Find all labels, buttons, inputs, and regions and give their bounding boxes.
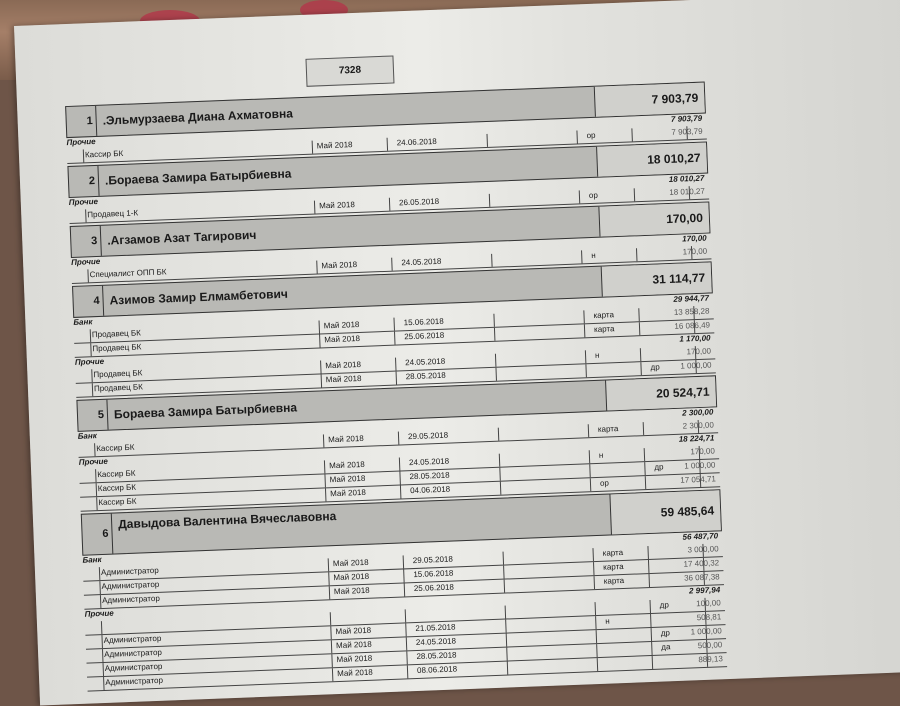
payment-subtype: да bbox=[661, 642, 671, 652]
payment-type: карта bbox=[603, 561, 624, 572]
payment-amount: 36 087,38 bbox=[683, 572, 720, 583]
table-cell-border bbox=[595, 602, 596, 615]
payment-subtype: др bbox=[650, 362, 660, 372]
table-cell-border bbox=[506, 634, 507, 647]
table-cell-border bbox=[320, 360, 321, 373]
table-cell-border bbox=[505, 620, 506, 633]
table-cell-border bbox=[329, 586, 330, 599]
table-cell-border bbox=[321, 374, 322, 387]
payment-month: Май 2018 bbox=[325, 373, 362, 385]
table-cell-border bbox=[585, 350, 586, 363]
payment-type: н bbox=[594, 350, 600, 360]
payment-position: Администратор bbox=[100, 565, 159, 578]
payment-amount: 2 300,00 bbox=[682, 420, 715, 431]
table-cell-border bbox=[504, 580, 505, 593]
payment-month: Май 2018 bbox=[318, 200, 355, 211]
table-cell-border bbox=[597, 658, 598, 671]
employee-total: 7 903,79 bbox=[594, 83, 705, 117]
table-cell-border bbox=[499, 454, 500, 467]
table-cell-border bbox=[503, 552, 504, 565]
table-cell-border bbox=[640, 362, 641, 375]
payment-category-label: Банк bbox=[73, 317, 93, 327]
table-cell-border bbox=[498, 428, 499, 441]
payroll-table bbox=[65, 80, 727, 692]
table-cell-border bbox=[650, 600, 651, 613]
employee-number: 5 bbox=[77, 400, 108, 431]
table-cell-border bbox=[507, 662, 508, 675]
table-cell-border bbox=[585, 364, 586, 377]
payment-date: 21.05.2018 bbox=[415, 622, 456, 634]
table-cell-border bbox=[394, 332, 395, 345]
payment-position: Продавец БК bbox=[92, 342, 142, 354]
table-cell-border bbox=[493, 314, 494, 327]
payment-date: 29.05.2018 bbox=[412, 554, 454, 566]
payment-month: Май 2018 bbox=[324, 333, 361, 345]
table-cell-border bbox=[403, 569, 404, 582]
table-cell-border bbox=[387, 138, 388, 151]
payment-category-label: Банк bbox=[82, 555, 102, 565]
employee-total: 31 114,77 bbox=[601, 262, 712, 296]
table-cell-border bbox=[590, 478, 591, 491]
table-cell-border bbox=[486, 134, 487, 147]
table-cell-border bbox=[649, 574, 650, 587]
payment-category-label: Прочие bbox=[70, 256, 101, 267]
payment-amount: 100,00 bbox=[696, 598, 721, 609]
payment-type: карта bbox=[593, 324, 615, 334]
table-cell-border bbox=[596, 630, 597, 643]
table-cell-border bbox=[596, 644, 597, 657]
payment-type: н bbox=[605, 616, 610, 626]
employee-total: 170,00 bbox=[598, 202, 709, 236]
table-cell-border bbox=[389, 198, 390, 211]
employee-total: 20 524,71 bbox=[605, 376, 716, 410]
payment-amount: 500,00 bbox=[697, 640, 723, 651]
table-cell-border bbox=[101, 621, 102, 634]
table-cell-border bbox=[325, 488, 326, 501]
table-cell-border bbox=[648, 560, 649, 573]
table-cell-border bbox=[651, 642, 652, 655]
payment-amount: 18 010,27 bbox=[669, 186, 706, 197]
payment-type: карта bbox=[593, 310, 615, 320]
table-cell-border bbox=[589, 464, 590, 477]
payment-type: н bbox=[591, 250, 596, 261]
table-cell-border bbox=[589, 450, 590, 463]
table-cell-border bbox=[331, 640, 332, 653]
payment-amount: 13 858,28 bbox=[673, 306, 710, 317]
table-cell-border bbox=[393, 318, 394, 331]
table-cell-border bbox=[579, 190, 580, 203]
payment-amount: 170,00 bbox=[686, 346, 712, 357]
table-cell-border bbox=[499, 468, 500, 481]
employee-name: .Эльмурзаева Диана Ахматовна bbox=[102, 106, 294, 128]
table-cell-border bbox=[319, 320, 320, 333]
payment-position: Администратор bbox=[101, 593, 160, 606]
payment-month: Май 2018 bbox=[327, 433, 364, 445]
table-cell-border bbox=[650, 614, 651, 627]
table-cell-border bbox=[399, 458, 400, 471]
payment-month: Май 2018 bbox=[336, 667, 373, 679]
payment-position: Продавец БК bbox=[93, 368, 143, 380]
table-cell-border bbox=[330, 612, 331, 625]
table-cell-border bbox=[395, 358, 396, 371]
payment-amount: 170,00 bbox=[682, 246, 708, 257]
payment-subtype: др bbox=[659, 600, 669, 610]
payment-date: 25.06.2018 bbox=[404, 330, 445, 342]
table-cell-border bbox=[640, 348, 641, 361]
payment-month: Май 2018 bbox=[316, 140, 353, 151]
payment-category-sum: 18 010,27 bbox=[668, 173, 705, 184]
payment-category-sum: 2 300,00 bbox=[682, 407, 714, 418]
table-cell-border bbox=[324, 460, 325, 473]
payment-position: Продавец 1-К bbox=[87, 208, 139, 220]
table-cell-border bbox=[494, 328, 495, 341]
payment-date: 08.06.2018 bbox=[416, 664, 458, 675]
table-cell-border bbox=[403, 555, 404, 568]
payment-category-sum: 170,00 bbox=[682, 233, 707, 244]
table-cell-border bbox=[588, 424, 589, 437]
employee-number: 3 bbox=[71, 226, 102, 257]
payment-month: Май 2018 bbox=[328, 459, 365, 471]
payment-amount: 889,13 bbox=[698, 654, 723, 665]
payment-position: Администратор bbox=[101, 579, 160, 592]
employee-name: Азимов Замир Елмамбетович bbox=[109, 286, 289, 308]
table-cell-border bbox=[638, 308, 639, 321]
payment-type: ор bbox=[586, 130, 596, 141]
table-cell-border bbox=[644, 462, 645, 475]
table-cell-border bbox=[581, 250, 582, 263]
payment-amount: 7 903,79 bbox=[671, 126, 703, 137]
document-page bbox=[14, 0, 900, 705]
table-cell-border bbox=[491, 254, 492, 267]
payment-position: Продавец БК bbox=[93, 382, 144, 394]
table-cell-border bbox=[406, 651, 407, 664]
table-cell-border bbox=[495, 368, 496, 381]
table-cell-border bbox=[631, 128, 632, 141]
payment-date: 29.05.2018 bbox=[407, 430, 449, 442]
payment-subtype: др bbox=[654, 462, 664, 472]
payment-amount: 17 054,71 bbox=[680, 474, 717, 485]
table-cell-border bbox=[312, 141, 313, 154]
payment-date: 15.06.2018 bbox=[413, 568, 454, 580]
employee-number: 2 bbox=[68, 166, 99, 197]
table-cell-border bbox=[406, 637, 407, 650]
table-cell-border bbox=[636, 248, 637, 261]
employee-name: Давыдова Валентина Вячеславовна bbox=[117, 508, 337, 532]
table-cell-border bbox=[505, 606, 506, 619]
payment-position: Администратор bbox=[104, 647, 163, 659]
table-cell-border bbox=[652, 656, 653, 669]
employee-number: 1 bbox=[66, 106, 97, 137]
payment-category-sum: 1 170,00 bbox=[679, 333, 711, 344]
table-cell-border bbox=[594, 576, 595, 589]
payment-position: Кассир БК bbox=[84, 148, 124, 160]
payment-month: Май 2018 bbox=[329, 473, 366, 485]
table-cell-border bbox=[328, 572, 329, 585]
payment-amount: 508,81 bbox=[696, 612, 722, 623]
payment-category-sum: 7 903,79 bbox=[670, 113, 703, 124]
table-cell-border bbox=[405, 623, 406, 636]
table-cell-border bbox=[396, 372, 397, 385]
table-cell-border bbox=[330, 626, 331, 639]
table-cell-border bbox=[404, 583, 405, 596]
payment-amount: 170,00 bbox=[690, 446, 716, 457]
payment-amount: 1 000,00 bbox=[684, 460, 716, 471]
table-cell-border bbox=[647, 546, 648, 559]
table-cell-border bbox=[328, 558, 329, 571]
table-cell-border bbox=[592, 548, 593, 561]
employee-name: .Агзамов Азат Тагирович bbox=[107, 227, 257, 248]
payment-month: Май 2018 bbox=[332, 557, 369, 569]
table-cell-border bbox=[324, 474, 325, 487]
payment-month: Май 2018 bbox=[325, 359, 362, 371]
employee-name: Бораева Замира Батырбиевна bbox=[113, 400, 298, 422]
document-code: 7328 bbox=[305, 55, 394, 86]
table-cell-border bbox=[323, 434, 324, 447]
table-cell-border bbox=[506, 648, 507, 661]
payment-month: Май 2018 bbox=[333, 571, 370, 583]
table-cell-border bbox=[391, 258, 392, 271]
payment-position: Администратор bbox=[103, 633, 162, 646]
payment-date: 24.05.2018 bbox=[405, 356, 446, 368]
payment-amount: 17 400,32 bbox=[683, 558, 720, 569]
payment-date: 25.06.2018 bbox=[413, 582, 455, 594]
payment-position: Администратор bbox=[104, 661, 163, 673]
payment-category-label: Прочие bbox=[84, 608, 114, 619]
table-cell-border bbox=[639, 322, 640, 335]
payment-date: 04.06.2018 bbox=[409, 484, 451, 496]
table-cell-border bbox=[405, 609, 406, 622]
payment-subtype: др bbox=[660, 628, 671, 638]
payment-date: 24.06.2018 bbox=[396, 136, 437, 148]
table-cell-border bbox=[583, 310, 584, 323]
table-cell-border bbox=[576, 130, 577, 143]
payment-type: ор bbox=[599, 478, 610, 488]
table-cell-border bbox=[314, 201, 315, 214]
table-cell-border bbox=[644, 448, 645, 461]
payment-position: Специалист ОПП БК bbox=[89, 267, 167, 280]
payment-type: ор bbox=[588, 190, 599, 201]
payment-date: 24.05.2018 bbox=[408, 456, 450, 468]
payment-amount: 3 000,00 bbox=[687, 544, 719, 555]
payment-type: карта bbox=[603, 575, 625, 586]
table-cell-border bbox=[651, 628, 652, 641]
payment-month: Май 2018 bbox=[330, 487, 367, 499]
table-cell-border bbox=[331, 654, 332, 667]
payment-month: Май 2018 bbox=[323, 319, 360, 331]
payment-month: Май 2018 bbox=[335, 625, 372, 637]
payment-category-label: Банк bbox=[77, 431, 97, 441]
table-cell-border bbox=[593, 562, 594, 575]
payment-type: карта bbox=[597, 424, 619, 434]
payment-position: Кассир БК bbox=[97, 468, 136, 480]
payment-date: 15.06.2018 bbox=[403, 316, 444, 328]
table-cell-border bbox=[500, 482, 501, 495]
payment-position: Кассир БК bbox=[96, 442, 135, 454]
payment-amount: 16 086,49 bbox=[674, 320, 711, 331]
payment-month: Май 2018 bbox=[321, 260, 358, 271]
table-cell-border bbox=[489, 194, 490, 207]
table-cell-border bbox=[495, 354, 496, 367]
payment-position: Кассир БК bbox=[98, 496, 137, 508]
payment-month: Май 2018 bbox=[335, 639, 372, 651]
employee-number: 6 bbox=[82, 514, 114, 555]
payment-date: 28.05.2018 bbox=[405, 370, 446, 382]
table-cell-border bbox=[645, 476, 646, 489]
payment-month: Май 2018 bbox=[333, 585, 370, 597]
payment-date: 28.05.2018 bbox=[409, 470, 450, 482]
table-cell-border bbox=[400, 485, 401, 498]
payment-date: 26.05.2018 bbox=[398, 196, 440, 208]
table-cell-border bbox=[595, 616, 596, 629]
table-cell-border bbox=[503, 566, 504, 579]
table-cell-border bbox=[634, 188, 635, 201]
payment-type: карта bbox=[602, 548, 624, 558]
payment-category-sum: 2 997,94 bbox=[688, 585, 721, 596]
payment-position: Продавец БК bbox=[91, 328, 141, 340]
table-cell-border bbox=[584, 324, 585, 337]
payment-date: 24.05.2018 bbox=[401, 256, 442, 268]
payment-category-sum: 29 944,77 bbox=[673, 293, 710, 304]
employee-total: 59 485,64 bbox=[609, 490, 720, 534]
payment-amount: 1 000,00 bbox=[690, 626, 722, 637]
payment-category-sum: 18 224,71 bbox=[678, 433, 715, 444]
employee-total: 18 010,27 bbox=[596, 143, 707, 177]
table-cell-border bbox=[399, 471, 400, 484]
employee-number: 4 bbox=[73, 286, 104, 317]
payment-amount: 1 000,00 bbox=[680, 360, 712, 371]
payment-category-label: Прочие bbox=[66, 136, 96, 148]
employee-name: .Бораева Замира Батырбиевна bbox=[104, 166, 292, 188]
table-cell-border bbox=[643, 422, 644, 435]
payment-date: 28.05.2018 bbox=[416, 650, 457, 662]
table-cell-border bbox=[407, 665, 408, 678]
table-cell-border bbox=[316, 261, 317, 274]
payment-month: Май 2018 bbox=[336, 653, 373, 665]
payment-date: 24.05.2018 bbox=[415, 636, 457, 648]
payment-position: Кассир БК bbox=[97, 482, 137, 494]
payment-category-label: Прочие bbox=[78, 456, 109, 467]
payment-category-label: Прочие bbox=[68, 196, 99, 208]
payment-type: н bbox=[598, 450, 604, 460]
payment-category-label: Прочие bbox=[74, 356, 105, 367]
table-cell-border bbox=[398, 432, 399, 445]
table-cell-border bbox=[319, 334, 320, 347]
payment-position: Администратор bbox=[105, 675, 164, 687]
payment-category-sum: 56 487,70 bbox=[682, 531, 719, 542]
